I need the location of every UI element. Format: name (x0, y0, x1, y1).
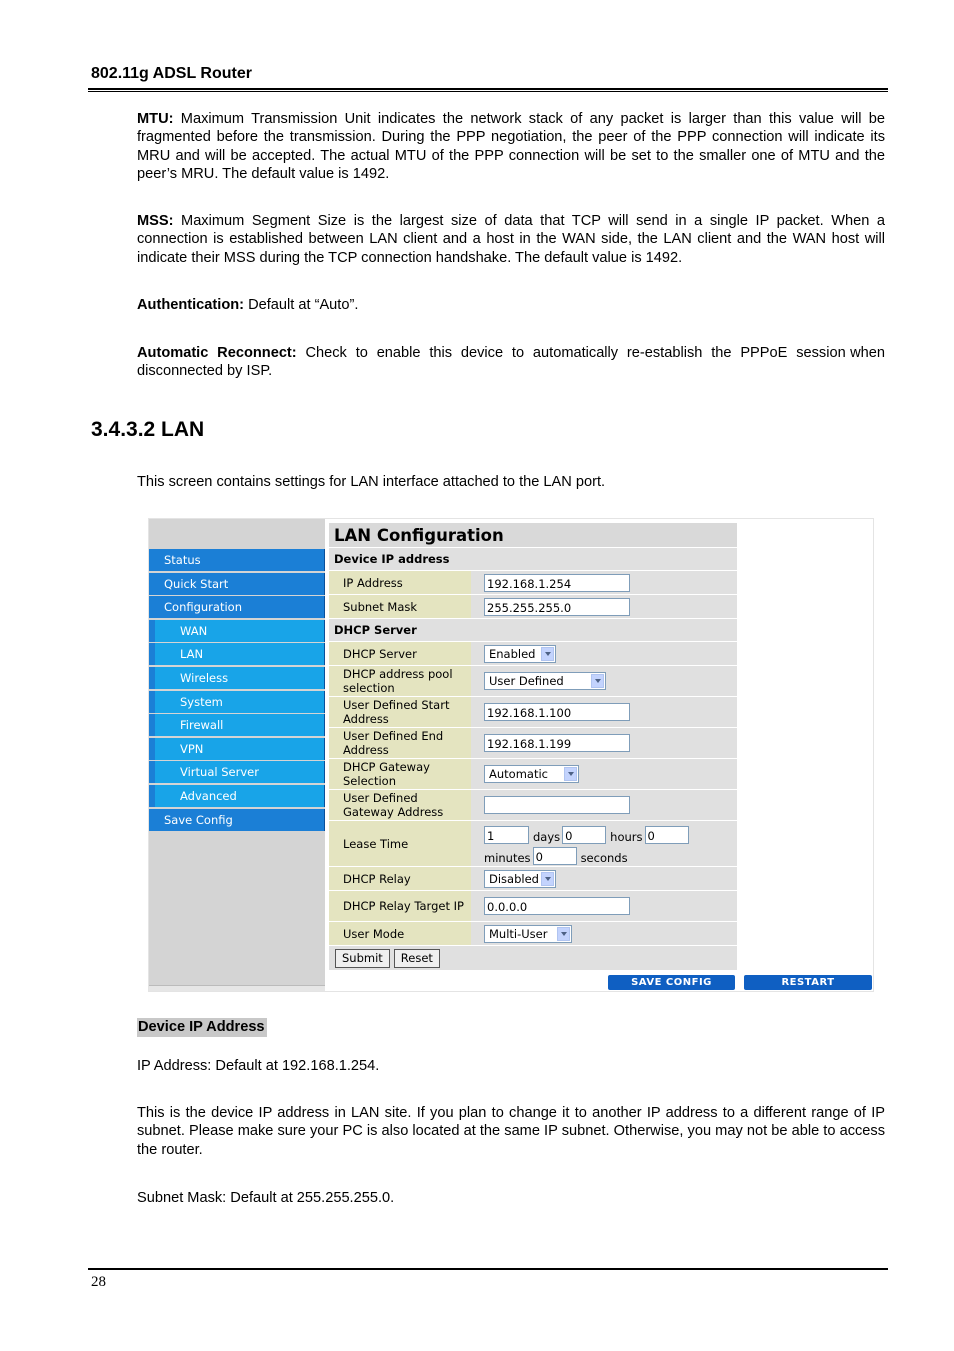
dhcp-server-value: Enabled (489, 646, 536, 661)
chevron-down-icon (591, 674, 604, 688)
chevron-down-icon (541, 647, 554, 661)
gateway-address-input[interactable] (484, 796, 630, 814)
row-dhcp-server (329, 641, 737, 665)
lan-config-screenshot (148, 518, 874, 992)
gateway-address-label: User Defined Gateway Address (329, 790, 471, 820)
row-user-mode (329, 921, 737, 945)
row-subnet-mask (329, 594, 737, 618)
dhcp-relay-label: DHCP Relay (329, 867, 471, 890)
lease-hours-extra-input[interactable]: 0 (562, 826, 606, 844)
relay-target-label: DHCP Relay Target IP (329, 891, 471, 921)
row-pool-selection (329, 665, 737, 696)
footer-rule (88, 1268, 888, 1270)
mtu-text: Maximum Transmission Unit indicates the network stack of any packet is larger than this value will be fragmented before the transmission. During the PPP negotiation, the peer of the PPP connection will indicate its MRU and will be accepted. The actual MTU of the PPP connection will be set to the smaller one of MTU and the peer’s MRU. The default value is 1492. (137, 111, 885, 182)
pool-selection-value: User Defined (489, 674, 564, 688)
save-config-button[interactable]: SAVE CONFIG (608, 975, 735, 990)
end-address-label: User Defined End Address (329, 728, 471, 758)
subnet-mask-label: Subnet Mask (329, 595, 471, 618)
device-ip-heading: Device IP Address (138, 1019, 265, 1035)
nav-menu (149, 549, 325, 832)
mask-default-text: Subnet Mask: Default at 255.255.255.0. (137, 1190, 395, 1206)
row-relay-target (329, 890, 737, 921)
mss-term: MSS: (137, 213, 174, 229)
pool-selection-label: DHCP address pool selection (329, 666, 471, 696)
lease-days-unit: days (533, 829, 561, 844)
section-dhcp-server: DHCP Server (329, 618, 737, 641)
row-start-address (329, 696, 737, 727)
row-gateway-selection (329, 758, 737, 789)
sidebar-item-advanced[interactable]: Advanced (149, 785, 325, 807)
lease-minutes-unit: minutes (484, 850, 531, 865)
end-address-input[interactable]: 192.168.1.199 (484, 734, 630, 752)
reset-button[interactable]: Reset (394, 949, 440, 968)
mtu-term: MTU: (137, 111, 174, 127)
lan-config-panel (329, 523, 737, 970)
reconnect-text: Check to enable this device to automatically re-establish the PPPoE session when disconnected by ISP. (137, 345, 890, 380)
reconnect-paragraph (137, 344, 890, 381)
subnet-mask-input[interactable]: 255.255.255.0 (484, 598, 630, 616)
lease-days-input[interactable]: 1 (484, 826, 529, 844)
dhcp-relay-select[interactable] (484, 870, 556, 888)
sidebar (149, 519, 325, 992)
row-ip-address (329, 570, 737, 594)
section-device-ip: Device IP address (329, 547, 737, 570)
chevron-down-icon (541, 872, 554, 886)
sidebar-item-quick-start[interactable]: Quick Start (149, 573, 325, 595)
pool-selection-select[interactable] (484, 672, 606, 690)
sidebar-item-configuration[interactable]: Configuration (149, 596, 325, 618)
lease-minutes-input[interactable]: 0 (533, 847, 577, 865)
auth-text: Default at “Auto”. (244, 297, 359, 313)
relay-target-input[interactable]: 0.0.0.0 (484, 897, 630, 915)
gateway-selection-value: Automatic (489, 767, 548, 781)
lease-time-label: Lease Time (329, 821, 471, 866)
dhcp-relay-value: Disabled (489, 871, 539, 886)
reconnect-term: Automatic Reconnect: (137, 345, 297, 361)
gateway-selection-select[interactable] (484, 765, 579, 783)
user-mode-select[interactable] (484, 925, 572, 943)
sidebar-item-lan[interactable]: LAN (149, 643, 325, 665)
row-gateway-address (329, 789, 737, 820)
auth-term: Authentication: (137, 297, 245, 313)
gateway-selection-label: DHCP Gateway Selection (329, 759, 471, 789)
chevron-down-icon (557, 927, 570, 941)
sidebar-item-wireless[interactable]: Wireless (149, 667, 325, 689)
start-address-input[interactable]: 192.168.1.100 (484, 703, 630, 721)
page-number: 28 (91, 1274, 106, 1290)
ip-address-input[interactable]: 192.168.1.254 (484, 574, 630, 592)
dhcp-server-select[interactable] (484, 645, 556, 663)
sidebar-item-save-config[interactable]: Save Config (149, 809, 325, 831)
sidebar-item-system[interactable]: System (149, 691, 325, 713)
sidebar-scrollbar[interactable] (149, 985, 325, 992)
section-heading: 3.4.3.2 LAN (91, 418, 205, 441)
sidebar-item-status[interactable]: Status (149, 549, 325, 571)
sidebar-item-virtual-server[interactable]: Virtual Server (149, 761, 325, 783)
ip-address-label: IP Address (329, 571, 471, 594)
user-mode-value: Multi-User (489, 926, 548, 941)
submit-button[interactable]: Submit (335, 949, 390, 968)
lease-hours-input[interactable]: 0 (645, 826, 689, 844)
sidebar-item-wan[interactable]: WAN (149, 620, 325, 642)
section-intro: This screen contains settings for LAN interface attached to the LAN port. (137, 474, 606, 490)
running-header: 802.11g ADSL Router (91, 65, 252, 82)
mtu-paragraph (137, 110, 885, 183)
header-rule (88, 88, 888, 92)
mss-text: Maximum Segment Size is the largest size of data that TCP will send in a single IP packet. When a connection is established between LAN client and a host in the WAN side, the LAN client and the WAN host will indicate their MSS during the TCP connection handshake. The default value is 1492. (137, 213, 885, 266)
ip-default-text: IP Address: Default at 192.168.1.254. (137, 1058, 380, 1074)
row-actions (329, 945, 737, 970)
auth-paragraph (137, 296, 885, 314)
mss-paragraph (137, 212, 885, 267)
row-dhcp-relay (329, 866, 737, 890)
dhcp-server-label: DHCP Server (329, 642, 471, 665)
start-address-label: User Defined Start Address (329, 697, 471, 727)
sidebar-item-firewall[interactable]: Firewall (149, 714, 325, 736)
chevron-down-icon (564, 767, 577, 781)
panel-title: LAN Configuration (329, 523, 737, 547)
ip-description: This is the device IP address in LAN site. If you plan to change it to another IP address to a different range of IP subnet. Please make sure your PC is also located at the same IP subnet. Otherwise, you may not be able to access the router. (137, 1105, 885, 1158)
lease-seconds-unit: seconds (580, 850, 628, 865)
content-area (325, 519, 775, 992)
user-mode-label: User Mode (329, 922, 471, 945)
sidebar-item-vpn[interactable]: VPN (149, 738, 325, 760)
row-lease-time (329, 820, 737, 866)
restart-button[interactable]: RESTART (744, 975, 872, 990)
lease-hours-unit: hours (610, 829, 643, 844)
row-end-address (329, 727, 737, 758)
